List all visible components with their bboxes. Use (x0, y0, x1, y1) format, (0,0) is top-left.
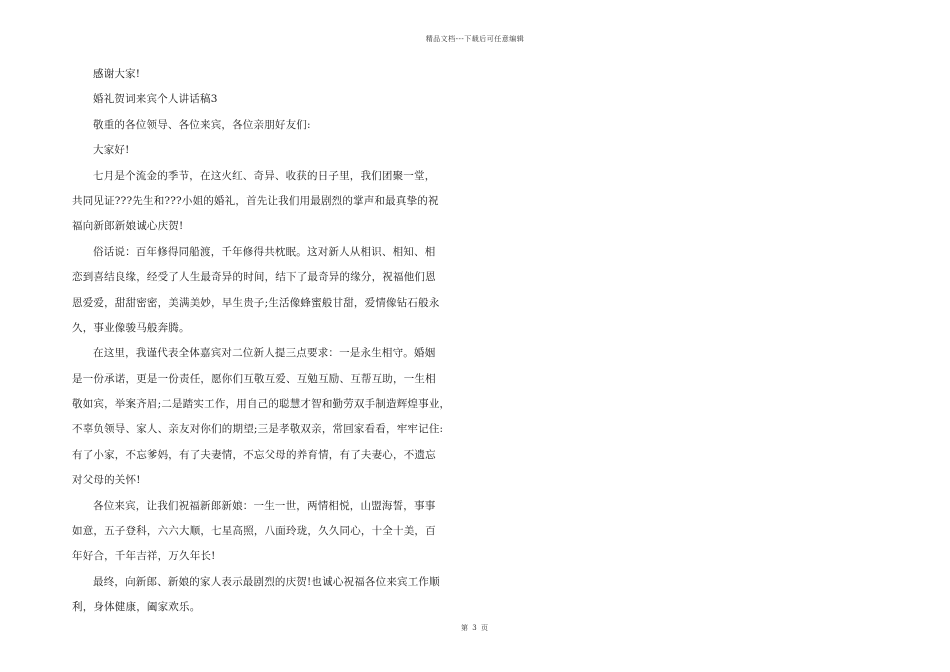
text-line: 七月是个流金的季节，在这火红、奇异、收获的日子里，我们团聚一堂， (93, 169, 436, 182)
text-line: 共同见证???先生和???小姐的婚礼，首先让我们用最剧烈的掌声和最真挚的祝 (72, 194, 439, 207)
text-line: 是一份承诺，更是一份责任，愿你们互敬互爱、互勉互励、互帮互助，一生相 (72, 372, 436, 385)
text-line: 敬如宾，举案齐眉;二是踏实工作，用自己的聪慧才智和勤劳双手制造辉煌事业， (72, 398, 451, 411)
text-line: 婚礼贺词来宾个人讲话稿3 (93, 93, 218, 106)
text-line: 敬重的各位领导、各位来宾，各位亲朋好友们: (93, 118, 311, 131)
text-line: 恋到喜结良缘，经受了人生最奇异的时间，结下了最奇异的缘分，祝福他们恩 (72, 271, 436, 284)
text-line: 大家好! (93, 144, 130, 157)
text-line: 俗话说：百年修得同船渡，千年修得共枕眠。这对新人从相识、相知、相 (93, 245, 436, 258)
text-line: 久，事业像骏马般奔腾。 (72, 321, 190, 334)
text-line: 福向新郎新娘诚心庆贺! (72, 220, 184, 233)
text-line: 在这里，我谨代表全体嘉宾对二位新人提三点要求：一是永生相守。婚姻 (93, 347, 436, 360)
page-header: 精品文档---下载后可任意编辑 (425, 35, 525, 43)
text-line: 感谢大家! (93, 68, 141, 80)
document-body (72, 62, 472, 621)
text-line: 利，身体健康，阖家欢乐。 (72, 601, 201, 614)
text-line: 恩爱爱，甜甜密密，美满美妙，早生贵子;生活像蜂蜜般甘甜，爱情像钻石般永 (72, 296, 440, 309)
page-number: 第 3 页 (461, 624, 489, 632)
text-line: 对父母的关怀! (72, 474, 141, 487)
text-line: 有了小家，不忘爹妈，有了夫妻情，不忘父母的养育情，有了夫妻心，不遗忘 (72, 448, 436, 461)
text-line: 如意，五子登科，六六大顺，七星高照，八面玲珑，久久同心，十全十美，百 (72, 525, 436, 538)
text-line: 不辜负领导、家人、亲友对你们的期望;三是孝敬双亲，常回家看看，牢牢记住: (72, 423, 444, 436)
text-line: 最终，向新郎、新娘的家人表示最剧烈的庆贺!也诚心祝福各位来宾工作顺 (93, 575, 440, 588)
text-line: 各位来宾，让我们祝福新郎新娘：一生一世，两情相悦，山盟海誓，事事 (93, 499, 436, 512)
text-line: 年好合，千年吉祥，万久年长! (72, 550, 216, 563)
